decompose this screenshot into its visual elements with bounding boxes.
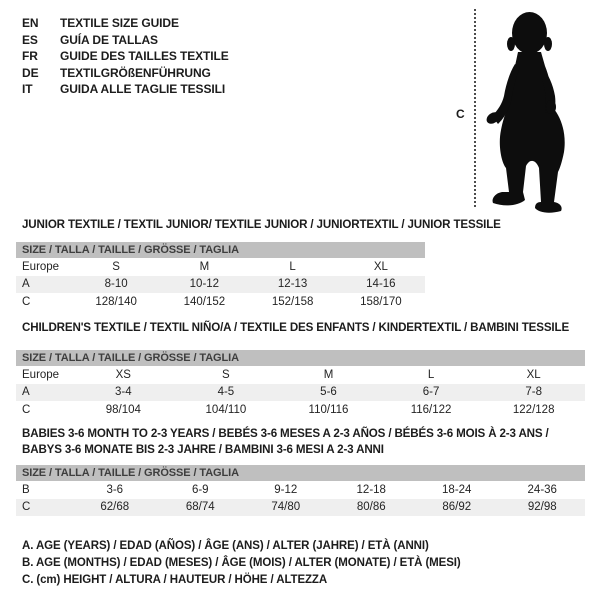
- size-cell: 3-4: [114, 386, 132, 399]
- row-label: C: [22, 295, 31, 308]
- size-cell: 24-36: [527, 483, 557, 496]
- language-title: GUÍA DE TALLAS: [60, 32, 158, 47]
- legend-line-a: A. AGE (YEARS) / EDAD (AÑOS) / ÂGE (ANS) / ALTER (JAHRE) / ETÀ (ANNI): [22, 540, 429, 552]
- babies-table-title: [22, 426, 549, 458]
- table-row: [16, 293, 425, 311]
- size-cell: M: [199, 260, 210, 273]
- size-cell: XS: [115, 368, 131, 381]
- size-cell: M: [323, 368, 334, 381]
- size-cell: 74/80: [271, 501, 301, 514]
- size-cell: 86/92: [442, 501, 472, 514]
- junior-size-table: [16, 242, 425, 311]
- size-cell: 4-5: [217, 386, 235, 399]
- language-row: [22, 15, 229, 32]
- size-cell: S: [222, 368, 230, 381]
- junior-table-title: JUNIOR TEXTILE / TEXTIL JUNIOR/ TEXTILE JUNIOR / JUNIORTEXTIL / JUNIOR TESSILE: [22, 218, 501, 231]
- size-cell: 9-12: [274, 483, 298, 496]
- size-cell: 68/74: [185, 501, 215, 514]
- row-label: B: [22, 483, 30, 496]
- babies-table-title-line1: BABIES 3-6 MONTH TO 2-3 YEARS / BEBÉS 3-6 MESES A 2-3 AÑOS / BÉBÉS 3-6 MOIS À 2-3 ANS /: [22, 427, 549, 440]
- size-cell: 140/152: [183, 295, 226, 308]
- size-cell: 92/98: [527, 501, 557, 514]
- row-label: Europe: [22, 368, 60, 381]
- size-cell: 62/68: [100, 501, 130, 514]
- row-label: C: [22, 501, 31, 514]
- size-cell: 8-10: [104, 278, 128, 291]
- size-cell: 6-7: [422, 386, 440, 399]
- row-label: C: [22, 403, 31, 416]
- size-cell: 158/170: [360, 295, 402, 308]
- language-code: ES: [22, 32, 38, 47]
- language-code: DE: [22, 65, 39, 80]
- size-table: [16, 366, 585, 419]
- table-row: [16, 366, 585, 384]
- children-size-table: [16, 350, 585, 419]
- size-cell: 116/122: [410, 403, 452, 416]
- size-cell: 80/86: [356, 501, 386, 514]
- size-cell: XL: [373, 260, 388, 273]
- size-cell: 18-24: [442, 483, 472, 496]
- legend-line-b: B. AGE (MONTHS) / EDAD (MESES) / ÂGE (MOIS) / ALTER (MONATE) / ETÀ (MESI): [22, 557, 461, 570]
- table-row: [16, 481, 585, 499]
- language-title: TEXTILGRÖßENFÜHRUNG: [60, 65, 211, 80]
- height-measure-line: [474, 9, 476, 207]
- size-cell: 122/128: [512, 403, 555, 416]
- size-header-band: SIZE / TALLA / TAILLE / GRÖSSE / TAGLIA: [16, 465, 585, 481]
- table-row: [16, 276, 425, 294]
- size-cell: 104/110: [205, 403, 247, 416]
- size-header-band: SIZE / TALLA / TAILLE / GRÖSSE / TAGLIA: [16, 350, 585, 366]
- size-cell: L: [427, 368, 435, 381]
- language-row: [22, 48, 229, 65]
- legend-line-c: C. (cm) HEIGHT / ALTURA / HAUTEUR / HÖHE / ALTEZZA: [22, 574, 328, 587]
- language-row: [22, 65, 229, 82]
- children-table-title: CHILDREN'S TEXTILE / TEXTIL NIÑO/A / TEXTILE DES ENFANTS / KINDERTEXTIL / BAMBINI TESSILE: [22, 321, 570, 334]
- height-measure-label: C: [456, 107, 465, 121]
- language-code: IT: [22, 82, 33, 97]
- size-cell: L: [289, 260, 296, 273]
- language-title: GUIDE DES TAILLES TEXTILE: [60, 49, 229, 64]
- size-table: [16, 481, 585, 516]
- babies-size-table: [16, 465, 585, 516]
- size-cell: 128/140: [95, 295, 137, 308]
- size-header-band: SIZE / TALLA / TAILLE / GRÖSSE / TAGLIA: [16, 242, 425, 258]
- row-label: Europe: [22, 260, 60, 273]
- size-cell: 152/158: [271, 295, 314, 308]
- size-cell: S: [112, 260, 120, 273]
- language-title: TEXTILE SIZE GUIDE: [60, 16, 179, 30]
- size-cell: 3-6: [106, 483, 124, 496]
- size-cell: XL: [526, 368, 541, 381]
- size-cell: 7-8: [525, 386, 542, 399]
- size-table: [16, 258, 425, 311]
- table-row: [16, 401, 585, 419]
- measure-legend: [22, 538, 461, 590]
- size-cell: 12-13: [277, 278, 308, 291]
- baby-silhouette-icon: [480, 0, 600, 215]
- size-cell: 5-6: [320, 386, 337, 399]
- language-title: GUIDA ALLE TAGLIE TESSILI: [60, 82, 226, 97]
- size-cell: 12-18: [356, 483, 386, 496]
- row-label: A: [22, 278, 30, 291]
- language-code: EN: [22, 16, 39, 30]
- babies-table-title-line2: BABYS 3-6 MONATE BIS 2-3 JAHRE / BAMBINI 3-6 MESI A 2-3 ANNI: [22, 443, 384, 456]
- size-cell: 10-12: [189, 278, 220, 291]
- size-cell: 110/116: [308, 403, 349, 416]
- language-row: [22, 81, 229, 98]
- size-cell: 14-16: [366, 278, 396, 291]
- language-code: FR: [22, 49, 38, 64]
- language-header: [22, 15, 229, 98]
- table-row: [16, 258, 425, 276]
- language-row: [22, 32, 229, 49]
- table-row: [16, 499, 585, 517]
- table-row: [16, 384, 585, 402]
- size-cell: 6-9: [191, 483, 209, 496]
- size-cell: 98/104: [105, 403, 141, 416]
- row-label: A: [22, 386, 30, 399]
